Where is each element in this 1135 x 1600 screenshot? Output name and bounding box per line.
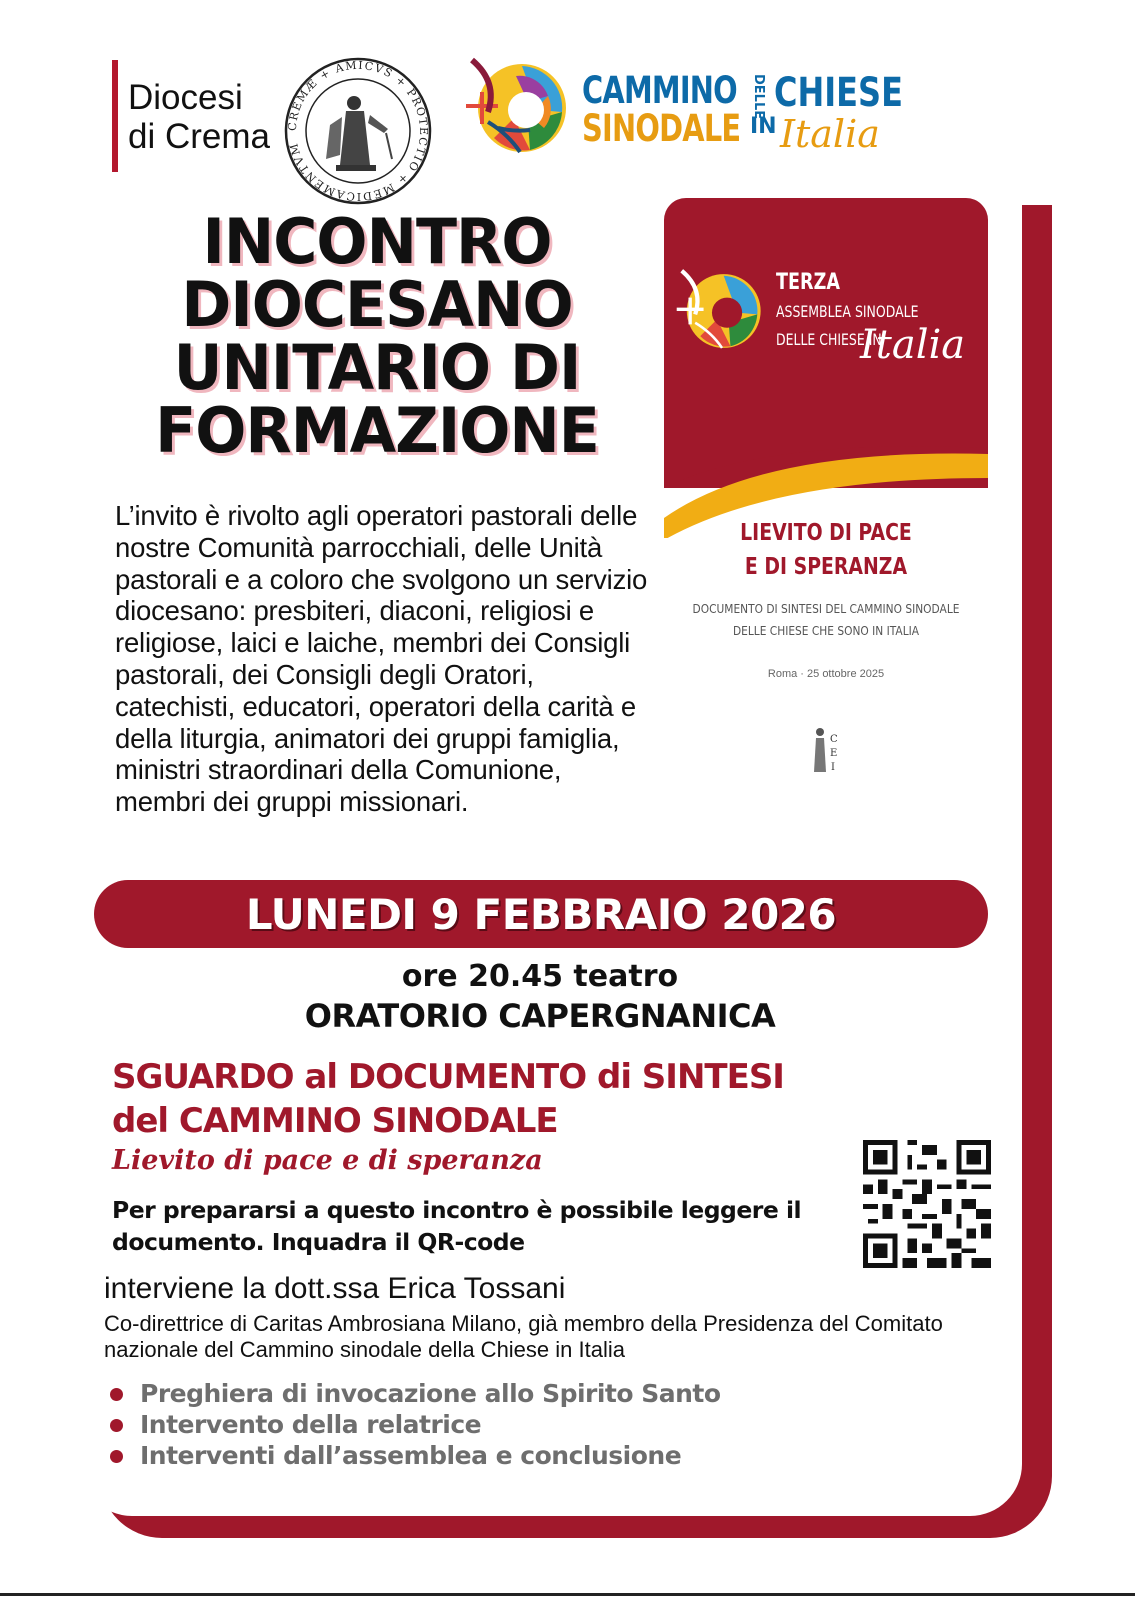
bullet-icon [110,1419,123,1432]
event-topic-line-1: SGUARDO al DOCUMENTO di SINTESI [112,1057,784,1097]
cover-assembly: ASSEMBLEA SINODALE [776,302,919,321]
svg-text:I: I [831,762,835,773]
bullet-icon [110,1388,123,1401]
frame-left-mask [0,0,86,1600]
synod-word-chiese: CHIESE [774,70,903,116]
program-item-label: Interventi dall’assemblea e conclusione [140,1441,682,1470]
speaker-role: Co-direttrice di Caritas Ambrosiana Milano, già membro della Presidenza del Comitato nazionale del Cammino sinodale della Chiese in Italia [104,1311,943,1362]
event-topic-line-2: del CAMMINO SINODALE [112,1101,558,1141]
cover-doc-line-1: DOCUMENTO DI SINTESI DEL CAMMINO SINODALE [692,601,960,616]
synod-word-italia: Italia [780,112,880,156]
cover-document-subtitle [688,598,963,642]
synod-word-cammino: CAMMINO [582,69,737,112]
bottom-rule [0,1593,1135,1596]
event-venue: ORATORIO CAPERGNANICA [304,997,776,1035]
program-item-label: Preghiera di invocazione allo Spirito Santo [140,1379,721,1408]
program-list [110,1378,870,1471]
bullet-icon [110,1450,123,1463]
synod-word-delle: DELLE [751,74,766,120]
cover-doc-line-2: DELLE CHIESE CHE SONO IN ITALIA [732,623,920,638]
diocese-line-2: di Crema [128,117,270,156]
seal-text: CREMÆ + AMICVS + PROTECTIO + MEDICAMENTVM [285,58,431,204]
synod-word-sinodale: SINODALE [582,107,741,150]
cover-synod-logo-icon [670,264,764,358]
title-line-3: UNITARIO DI [173,331,581,404]
cover-lievito-line-1: LIEVITO DI PACE [740,520,912,546]
cover-lievito-title [693,516,959,584]
cover-terza: TERZA [776,270,840,295]
speaker-intro: interviene la dott.ssa Erica Tossani [104,1272,566,1305]
invite-paragraph: L’invito è rivolto agli operatori pastorali delle nostre Comunità parrocchiali, delle Unità pastorali e a coloro che svolgono un servizio diocesano: presbiteri, diaconi, religiosi e religiose, laici e laiche, membri dei Consigli pastorali, dei Consigli degli Oratori, catechisti, educatori, operatori della carità e della liturgia, animatori dei gruppi famiglia, ministri straordinari della Comunione, membri dei gruppi missionari. [115,500,648,818]
document-cover [664,198,988,798]
qr-code-icon[interactable] [862,1140,992,1268]
synod-word-in: IN [750,114,777,139]
program-item [110,1409,870,1440]
svg-text:C: C [830,734,838,745]
cover-delle-chiese: DELLE CHIESE IN [776,330,882,349]
event-date: LUNEDI 9 FEBBRAIO 2026 [245,889,837,939]
synod-wordmark [582,69,903,156]
page-title [112,205,642,467]
program-item [110,1440,870,1471]
title-line-4: FORMAZIONE [155,394,599,467]
cei-logo-icon [808,724,844,780]
preparation-note: Per prepararsi a questo incontro è possibile leggere il documento. Inquadra il QR-code [112,1196,802,1256]
cover-lievito-line-2: E DI SPERANZA [744,554,908,580]
diocese-name [128,78,278,156]
event-topic [112,1055,872,1143]
diocese-seal-icon [282,55,434,207]
diocese-line-1: Diocesi [128,78,243,117]
program-item-label: Intervento della relatrice [140,1410,482,1439]
event-subtitle: Lievito di pace e di speranza [112,1145,543,1176]
cover-date: Roma · 25 ottobre 2025 [767,668,885,680]
cover-italia: Italia [860,322,966,368]
program-item [110,1378,870,1409]
date-banner [94,880,988,948]
svg-text:E: E [830,748,838,759]
title-line-2: DIOCESANO [181,268,573,341]
title-line-1: INCONTRO [202,205,552,278]
header-accent-bar [112,60,118,172]
event-time: ore 20.45 teatro [401,959,679,994]
synod-logo-icon [458,52,570,164]
